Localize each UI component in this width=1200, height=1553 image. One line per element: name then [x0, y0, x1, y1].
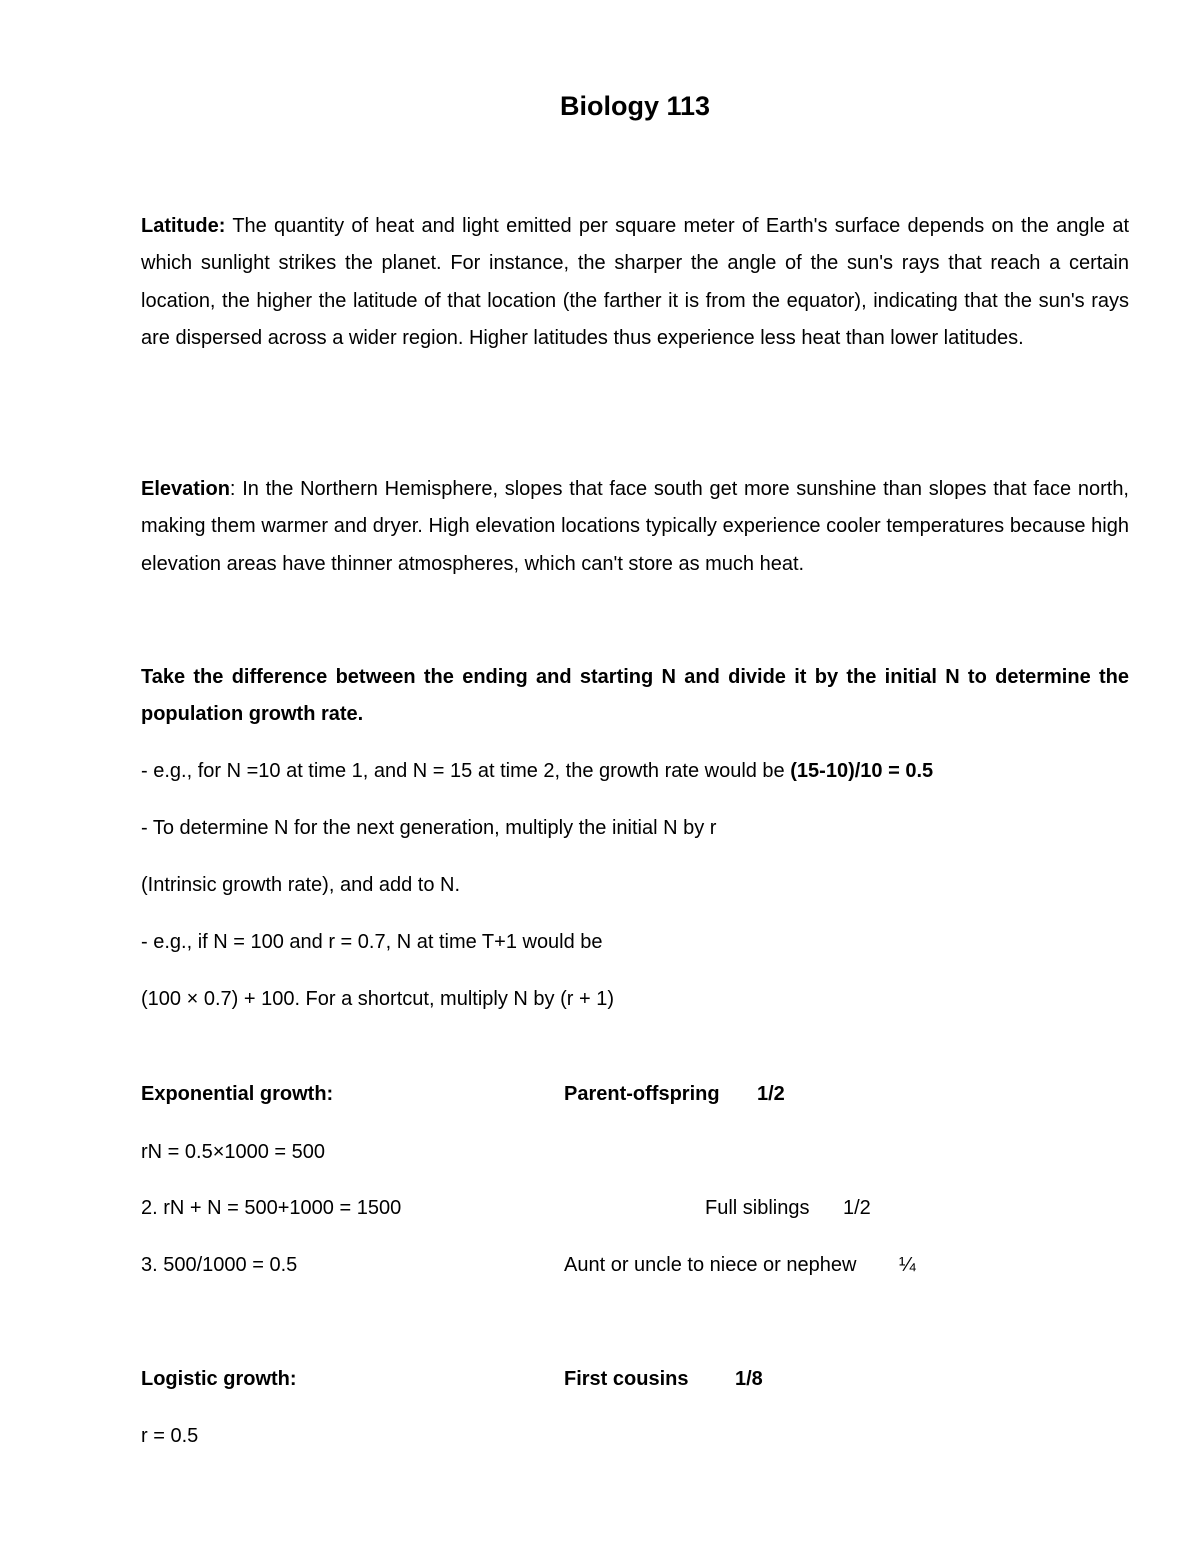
- next-generation-line-1: - To determine N for the next generation, multiply the initial N by r: [141, 817, 717, 839]
- parent-offspring-value: 1/2: [757, 1083, 785, 1105]
- growth-rate-example-text: - e.g., for N =10 at time 1, and N = 15 at time 2, the growth rate would be: [141, 760, 791, 782]
- first-cousins-label: First cousins: [564, 1368, 689, 1390]
- exponential-line-2: 2. rN + N = 500+1000 = 1500: [141, 1197, 402, 1219]
- first-cousins-value: 1/8: [735, 1368, 763, 1390]
- latitude-paragraph: [141, 208, 1129, 357]
- aunt-uncle-label: Aunt or uncle to niece or nephew: [564, 1254, 857, 1276]
- logistic-line-1: r = 0.5: [141, 1425, 199, 1447]
- exponential-line-3: 3. 500/1000 = 0.5: [141, 1254, 298, 1276]
- elevation-text: : In the Northern Hemisphere, slopes that face south get more sunshine than slopes that face north, making them warmer and dryer. High elevation locations typically experience cooler temperatures because high elevation areas have thinner atmospheres, which can't store as much heat.: [141, 478, 1129, 575]
- growth-rate-example-result: (15-10)/10 = 0.5: [790, 760, 934, 782]
- latitude-text: The quantity of heat and light emitted per square meter of Earth's surface depends on the angle at which sunlight strikes the planet. For instance, the sharper the angle of the sun's rays that reach a certain location, the higher the latitude of that location (the farther it is from the equator), indicating that the sun's rays are dispersed across a wider region. Higher latitudes thus experience less heat than lower latitudes.: [141, 215, 1129, 349]
- full-siblings-label: Full siblings: [705, 1197, 810, 1219]
- next-generation-line-2: (Intrinsic growth rate), and add to N.: [141, 874, 461, 896]
- parent-offspring-label: Parent-offspring: [564, 1083, 720, 1105]
- elevation-paragraph: [141, 471, 1129, 583]
- logistic-growth-heading: Logistic growth:: [141, 1368, 297, 1390]
- growth-rate-example: [141, 757, 933, 785]
- exponential-line-1: rN = 0.5×1000 = 500: [141, 1141, 326, 1163]
- exponential-growth-heading: Exponential growth:: [141, 1083, 334, 1105]
- document-title: Biology 113: [559, 91, 711, 121]
- next-generation-example-line-1: - e.g., if N = 100 and r = 0.7, N at time T+1 would be: [141, 931, 603, 953]
- latitude-label: Latitude:: [141, 215, 226, 237]
- aunt-uncle-value: ¼: [899, 1254, 916, 1276]
- full-siblings-value: 1/2: [843, 1197, 871, 1219]
- next-generation-example-line-2: (100 × 0.7) + 100. For a shortcut, multiply N by (r + 1): [141, 988, 614, 1010]
- elevation-label: Elevation: [141, 478, 230, 500]
- growth-rate-heading: Take the difference between the ending and starting N and divide it by the initial N to determine the population growth rate.: [141, 666, 1129, 726]
